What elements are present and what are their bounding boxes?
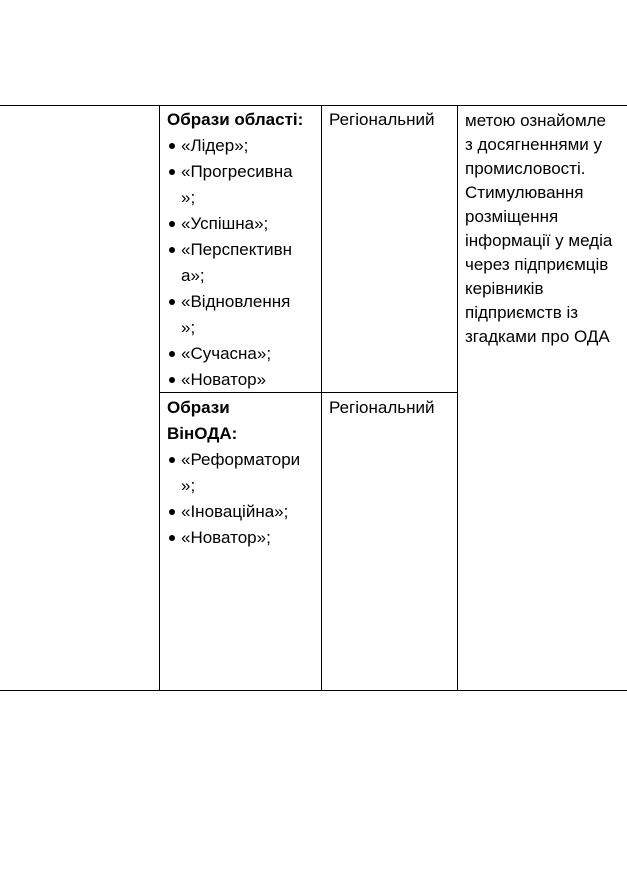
description-line: з досягненнями у <box>465 135 603 154</box>
bullet-icon <box>169 377 175 383</box>
table-bottom-border <box>0 690 627 691</box>
list-item-text-continued: а»; <box>181 266 205 285</box>
row2-images-heading-line2: ВінОДА: <box>167 424 238 443</box>
list-item <box>167 499 300 525</box>
description-line: через підприємців <box>465 255 609 274</box>
bullet-icon <box>169 169 175 175</box>
list-item-text: «Перспективн <box>181 240 293 259</box>
row2-images-cell <box>167 395 300 551</box>
description-line: метою ознайомле <box>465 111 607 130</box>
bullet-icon <box>169 457 175 463</box>
list-item-text: «Успішна»; <box>181 214 269 233</box>
list-item <box>167 447 300 499</box>
list-item-text: «Іноваційна»; <box>181 502 289 521</box>
list-item <box>167 133 303 159</box>
column-divider-2 <box>321 105 322 691</box>
list-item-text: «Сучасна»; <box>181 344 272 363</box>
row2-images-list <box>167 447 300 551</box>
description-line: підприємств із <box>465 303 579 322</box>
description-line: згадками про ОДА <box>465 327 610 346</box>
list-item-text: «Новатор»; <box>181 528 271 547</box>
list-item <box>167 237 303 289</box>
list-item-text-continued: »; <box>181 476 196 495</box>
list-item-text-continued: »; <box>181 318 196 337</box>
list-item-text: «Реформатори <box>181 450 301 469</box>
list-item <box>167 525 300 551</box>
description-line: інформації у медіа <box>465 231 613 250</box>
row1-images-heading: Образи області: <box>167 110 304 129</box>
bullet-icon <box>169 247 175 253</box>
list-item-text-continued: »; <box>181 188 196 207</box>
description-line: Стимулювання <box>465 183 584 202</box>
bullet-icon <box>169 299 175 305</box>
row1-images-list <box>167 133 303 393</box>
list-item <box>167 211 303 237</box>
list-item-text: «Відновлення <box>181 292 291 311</box>
list-item <box>167 159 303 211</box>
table <box>0 105 627 692</box>
bullet-icon <box>169 351 175 357</box>
list-item-text: «Лідер»; <box>181 136 249 155</box>
row1-description-cell <box>465 108 627 348</box>
bullet-icon <box>169 221 175 227</box>
list-item <box>167 341 303 367</box>
list-item-text: «Прогресивна <box>181 162 293 181</box>
row2-images-heading-line1: Образи <box>167 398 230 417</box>
list-item <box>167 367 303 393</box>
description-line: керівників <box>465 279 544 298</box>
list-item <box>167 289 303 341</box>
row2-level-cell <box>329 395 434 421</box>
row1-level: Регіональний <box>329 110 435 129</box>
list-item-text: «Новатор» <box>181 370 267 389</box>
table-top-border <box>0 105 627 106</box>
bullet-icon <box>169 143 175 149</box>
description-line: розміщення <box>465 207 559 226</box>
bullet-icon <box>169 535 175 541</box>
column-divider-1 <box>159 105 160 691</box>
row1-images-cell <box>167 107 303 393</box>
description-line: промисловості. <box>465 159 586 178</box>
row1-description <box>465 108 627 348</box>
bullet-icon <box>169 509 175 515</box>
row1-level-cell <box>329 107 434 133</box>
column-divider-3 <box>457 105 458 691</box>
row2-level: Регіональний <box>329 398 435 417</box>
